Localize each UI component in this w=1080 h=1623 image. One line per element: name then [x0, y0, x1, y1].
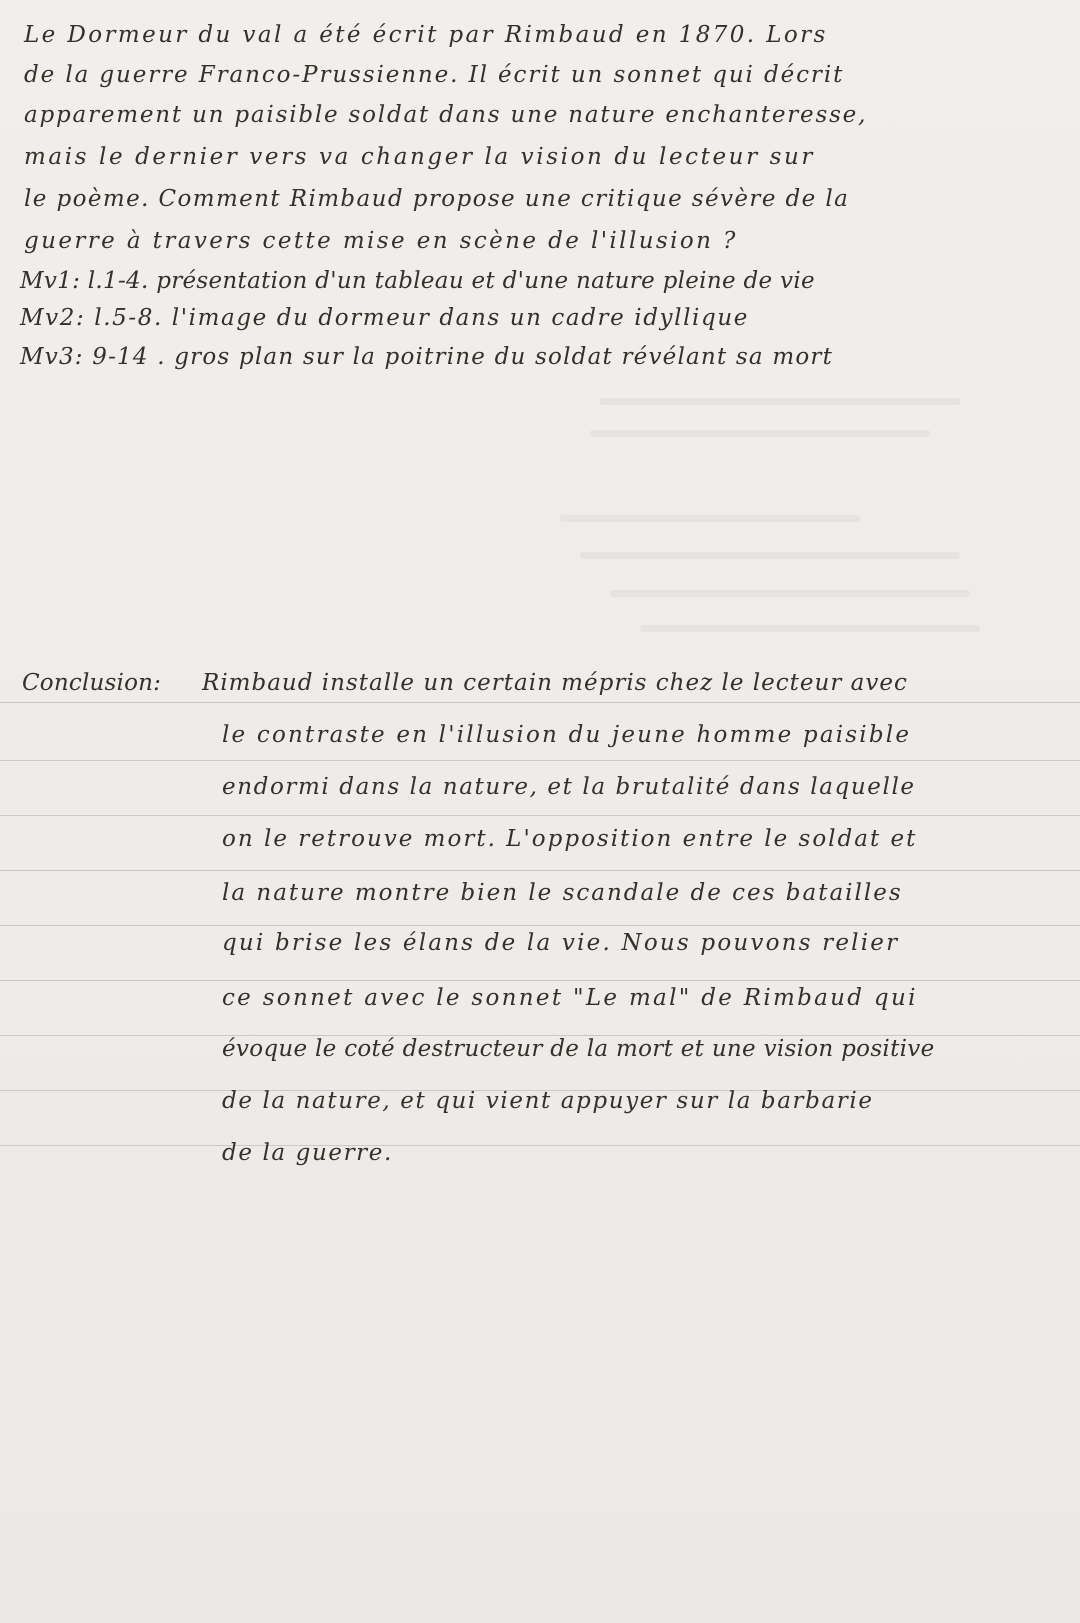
intro-line: Le Dormeur du val a été écrit par Rimbaud en 1870. Lors: [24, 22, 828, 48]
conclusion-label: Conclusion:: [22, 670, 162, 696]
ruled-line: [0, 702, 1080, 703]
intro-line: de la guerre Franco-Prussienne. Il écrit un sonnet qui décrit: [24, 62, 845, 88]
conclusion-line: on le retrouve mort. L'opposition entre le soldat et: [222, 826, 918, 852]
ruled-line: [0, 925, 1080, 926]
bleed-through-mark: [590, 430, 930, 437]
conclusion-line: évoque le coté destructeur de la mort et une vision positive: [222, 1036, 935, 1062]
movement-label: Mv3:: [20, 344, 84, 370]
conclusion-line: Rimbaud installe un certain mépris chez le lecteur avec: [202, 670, 908, 696]
movement-text: 9-14 . gros plan sur la poitrine du soldat révélant sa mort: [92, 344, 834, 370]
intro-line: mais le dernier vers va changer la vision du lecteur sur: [24, 144, 816, 170]
bleed-through-mark: [560, 515, 860, 522]
movement-label: Mv2:: [20, 305, 86, 331]
bleed-through-mark: [600, 398, 960, 405]
conclusion-line: de la guerre.: [222, 1140, 393, 1166]
intro-line: le poème. Comment Rimbaud propose une critique sévère de la: [24, 186, 850, 212]
ruled-line: [0, 815, 1080, 816]
conclusion-line: de la nature, et qui vient appuyer sur la barbarie: [222, 1088, 874, 1114]
movement-label: Mv1:: [20, 268, 81, 294]
conclusion-line: ce sonnet avec le sonnet "Le mal" de Rimbaud qui: [222, 985, 918, 1011]
intro-line: guerre à travers cette mise en scène de l'illusion ?: [24, 228, 738, 254]
movement-3: [20, 344, 833, 370]
movement-text: l.1-4. présentation d'un tableau et d'une nature pleine de vie: [87, 268, 815, 294]
ruled-line: [0, 1145, 1080, 1146]
movement-1: [20, 268, 815, 294]
bleed-through-mark: [580, 552, 960, 559]
movement-2: [20, 305, 749, 331]
bleed-through-mark: [640, 625, 980, 632]
intro-line: apparement un paisible soldat dans une nature enchanteresse,: [24, 102, 868, 128]
movement-text: l.5-8. l'image du dormeur dans un cadre idyllique: [94, 305, 749, 331]
conclusion-line: qui brise les élans de la vie. Nous pouvons relier: [222, 930, 900, 956]
ruled-line: [0, 870, 1080, 871]
ruled-line: [0, 760, 1080, 761]
conclusion-line: la nature montre bien le scandale de ces batailles: [222, 880, 903, 906]
conclusion-line: le contraste en l'illusion du jeune homme paisible: [222, 722, 912, 748]
conclusion-line: endormi dans la nature, et la brutalité dans laquelle: [222, 774, 916, 800]
bleed-through-mark: [610, 590, 970, 597]
ruled-line: [0, 980, 1080, 981]
